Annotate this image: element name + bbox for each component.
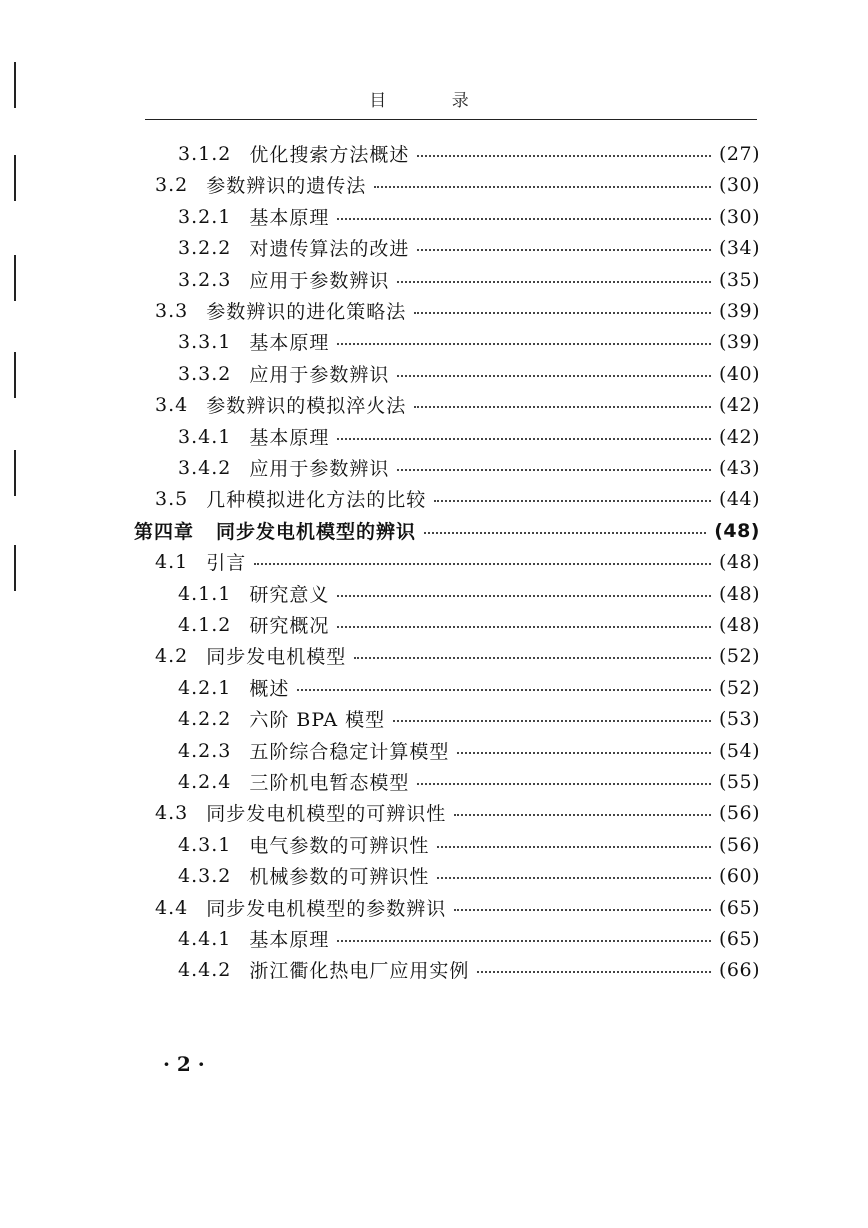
toc-entry	[178, 452, 760, 483]
dot-leader	[424, 532, 706, 534]
dot-leader	[454, 909, 711, 911]
toc-entry-title: 应用于参数辨识	[249, 270, 390, 292]
binding-mark	[14, 255, 16, 301]
toc-entry-number: 3.4.2	[178, 456, 232, 479]
dot-leader	[397, 469, 711, 471]
toc-entry	[178, 735, 760, 766]
toc-entry-number: 4.4.2	[178, 958, 232, 981]
binding-mark	[14, 155, 16, 201]
page-header-title: 目 录	[369, 91, 499, 111]
toc-entry-page: (66)	[718, 958, 760, 981]
toc-entry-page: (27)	[718, 142, 760, 165]
toc-entry-title: 参数辨识的模拟淬火法	[206, 395, 407, 417]
toc-entry-page: (34)	[718, 236, 760, 259]
dot-leader	[417, 249, 711, 251]
dot-leader	[337, 626, 711, 628]
dot-leader	[434, 500, 711, 502]
toc-entry-title: 同步发电机模型	[206, 646, 347, 668]
toc-entry	[178, 609, 760, 640]
toc-entry-title: 基本原理	[249, 929, 330, 951]
toc-entry-page: (56)	[718, 833, 760, 856]
toc-entry-number: 4.2.2	[178, 707, 232, 730]
toc-entry	[178, 201, 760, 232]
dot-leader	[393, 720, 711, 722]
toc-entry-title: 对遗传算法的改进	[249, 238, 410, 260]
toc-entry-page: (42)	[718, 425, 760, 448]
toc-entry-number: 4.2	[155, 644, 189, 667]
toc-entry-number: 3.2.2	[178, 236, 232, 259]
toc-entry	[155, 389, 760, 420]
toc-entry-title: 参数辨识的进化策略法	[206, 301, 407, 323]
toc-entry-number: 4.4	[155, 896, 189, 919]
toc-entry-number: 3.1.2	[178, 142, 232, 165]
toc-entry-title: 优化搜索方法概述	[249, 144, 410, 166]
dot-leader	[397, 375, 711, 377]
toc-entry	[178, 358, 760, 389]
toc-entry-title: 同步发电机模型的可辨识性	[206, 803, 447, 825]
toc-entry	[178, 766, 760, 797]
dot-leader	[477, 971, 711, 973]
toc-entry-number: 4.1.2	[178, 613, 232, 636]
toc-entry-number: 4.3.2	[178, 864, 232, 887]
toc-entry	[178, 326, 760, 357]
dot-leader	[337, 438, 711, 440]
toc-entry-number: 3.2.3	[178, 268, 232, 291]
header-rule	[145, 119, 757, 120]
toc-entry	[178, 829, 760, 860]
toc-entry-title: 应用于参数辨识	[249, 364, 390, 386]
toc-entry	[178, 421, 760, 452]
toc-entry-page: (30)	[718, 173, 760, 196]
toc-entry-title: 电气参数的可辨识性	[249, 835, 430, 857]
dot-leader	[337, 940, 711, 942]
toc-entry	[134, 515, 760, 546]
toc-entry-page: (48)	[718, 582, 760, 605]
toc-entry-number: 3.2	[155, 173, 189, 196]
dot-leader	[374, 186, 711, 188]
toc-entry	[178, 138, 760, 169]
dot-leader	[354, 657, 711, 659]
dot-leader	[414, 312, 711, 314]
toc-entry-title: 基本原理	[249, 207, 330, 229]
toc-entry	[178, 954, 760, 985]
toc-entry-number: 3.4.1	[178, 425, 232, 448]
toc-entry-number: 第四章	[134, 521, 195, 543]
toc-entry-title: 浙江衢化热电厂应用实例	[249, 960, 470, 982]
toc-entry-number: 3.5	[155, 487, 189, 510]
toc-entry-number: 4.3	[155, 801, 189, 824]
toc-entry-page: (43)	[718, 456, 760, 479]
toc-entry-page: (39)	[718, 330, 760, 353]
toc-entry-title: 引言	[206, 552, 247, 574]
toc-entry-title: 六阶 BPA 模型	[249, 709, 386, 731]
toc-entry-page: (35)	[718, 268, 760, 291]
toc-entry	[178, 264, 760, 295]
toc-entry-page: (60)	[718, 864, 760, 887]
toc-entry-number: 4.2.1	[178, 676, 232, 699]
toc-entry	[155, 546, 760, 577]
toc-entry-title: 三阶机电暂态模型	[249, 772, 410, 794]
toc-entry-number: 4.4.1	[178, 927, 232, 950]
toc-entry-page: (44)	[718, 487, 760, 510]
toc-entry-page: (53)	[718, 707, 760, 730]
toc-entry-title: 几种模拟进化方法的比较	[206, 489, 427, 511]
toc-entry-title: 同步发电机模型的辨识	[216, 521, 417, 543]
page-number: · 2 ·	[163, 1052, 205, 1076]
toc-entry-page: (48)	[718, 613, 760, 636]
toc-entry-title: 五阶综合稳定计算模型	[249, 741, 450, 763]
toc-entry-page: (52)	[718, 676, 760, 699]
toc-entry-number: 4.2.4	[178, 770, 232, 793]
toc-entry-number: 3.3.1	[178, 330, 232, 353]
toc-entry	[155, 797, 760, 828]
toc-entry-title: 参数辨识的遗传法	[206, 175, 367, 197]
toc-entry-title: 研究意义	[249, 584, 330, 606]
toc-entry-number: 3.3.2	[178, 362, 232, 385]
dot-leader	[337, 595, 711, 597]
toc-entry-page: (48)	[714, 519, 760, 542]
toc-entry-title: 研究概况	[249, 615, 330, 637]
toc-entry-number: 4.3.1	[178, 833, 232, 856]
toc-entry-title: 概述	[249, 678, 290, 700]
toc-entry-number: 3.2.1	[178, 205, 232, 228]
toc-entry-page: (54)	[718, 739, 760, 762]
toc-entry-page: (65)	[718, 896, 760, 919]
toc-entry	[178, 672, 760, 703]
toc-entry-page: (30)	[718, 205, 760, 228]
dot-leader	[297, 689, 711, 691]
dot-leader	[397, 281, 711, 283]
toc-entry-page: (55)	[718, 770, 760, 793]
toc-entry-page: (48)	[718, 550, 760, 573]
binding-mark	[14, 545, 16, 591]
toc-entry-number: 4.1.1	[178, 582, 232, 605]
toc-entry	[155, 483, 760, 514]
toc-entry	[178, 703, 760, 734]
toc-entry	[178, 232, 760, 263]
toc-entry-page: (52)	[718, 644, 760, 667]
toc-entry	[155, 892, 760, 923]
dot-leader	[454, 814, 711, 816]
toc-entry-number: 4.2.3	[178, 739, 232, 762]
dot-leader	[437, 877, 711, 879]
toc-entry	[155, 295, 760, 326]
toc-entry-page: (40)	[718, 362, 760, 385]
dot-leader	[437, 846, 711, 848]
toc-entry-number: 3.3	[155, 299, 189, 322]
toc-entry-number: 4.1	[155, 550, 189, 573]
toc-entry-page: (56)	[718, 801, 760, 824]
toc-entry-title: 基本原理	[249, 332, 330, 354]
toc-entry	[155, 640, 760, 671]
dot-leader	[457, 752, 711, 754]
binding-mark	[14, 450, 16, 496]
toc-entry-title: 机械参数的可辨识性	[249, 866, 430, 888]
dot-leader	[414, 406, 711, 408]
toc-entry-page: (65)	[718, 927, 760, 950]
toc-entry-page: (39)	[718, 299, 760, 322]
toc-entry-title: 同步发电机模型的参数辨识	[206, 898, 447, 920]
toc-entry-title: 基本原理	[249, 427, 330, 449]
dot-leader	[417, 783, 711, 785]
toc-entry-page: (42)	[718, 393, 760, 416]
dot-leader	[254, 563, 711, 565]
toc-entry	[178, 923, 760, 954]
toc-entry	[178, 578, 760, 609]
dot-leader	[417, 155, 711, 157]
toc-entry-title: 应用于参数辨识	[249, 458, 390, 480]
dot-leader	[337, 218, 711, 220]
toc-entry-number: 3.4	[155, 393, 189, 416]
toc-entry	[155, 169, 760, 200]
binding-mark	[14, 352, 16, 398]
toc-entry	[178, 860, 760, 891]
dot-leader	[337, 343, 711, 345]
